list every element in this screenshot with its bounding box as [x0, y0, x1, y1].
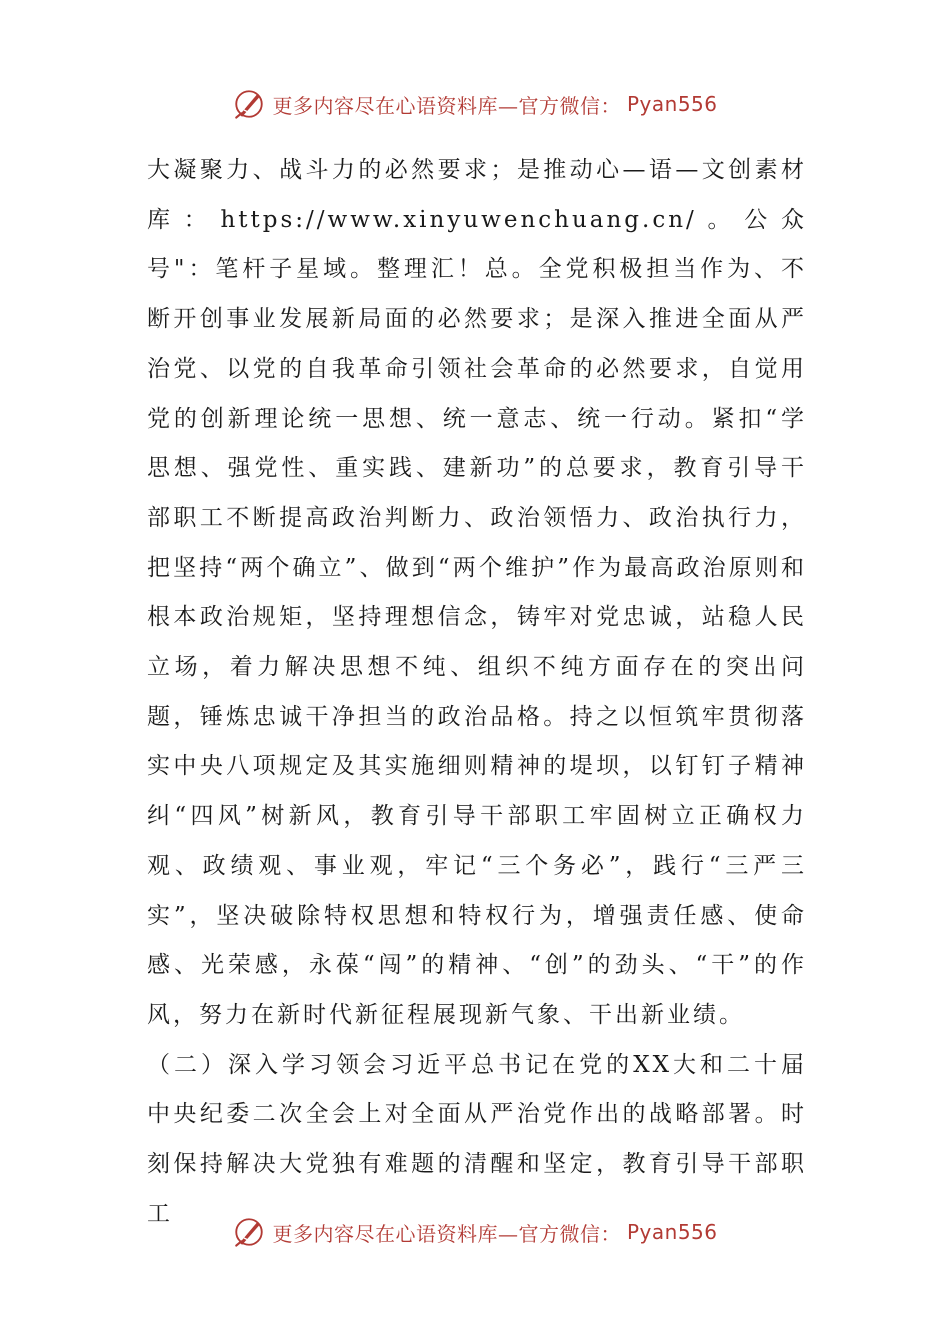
quill-pen-logo-icon: [232, 1215, 266, 1249]
footer-banner: [0, 1210, 950, 1254]
body-paragraph-section-heading: （二）深入学习领会习近平总书记在党的XX大和二十届中央纪委二次全会上对全面从严治党作出的战略部署。时刻保持解决大党独有难题的清醒和坚定，教育引导干部职工: [147, 1051, 807, 1227]
banner-wechat-id: Pyan556: [626, 92, 718, 116]
header-banner: [0, 82, 950, 126]
banner-brand-text: 更多内容尽在心语资料库—官方微信：: [272, 93, 621, 118]
banner-brand-text: 更多内容尽在心语资料库—官方微信：: [272, 1221, 621, 1246]
document-body: [147, 146, 807, 1239]
body-paragraph: 大凝聚力、战斗力的必然要求；是推动心—语—文创素材库：https://www.xinyuwenchuang.cn/。公众号"：笔杆子星域。整理汇！总。全党积极担当作为、不断开创事业发展新局面的必然要求；是深入推进全面从严治党、以党的自我革命引领社会革命的必然要求，自觉用党的创新理论统一思想、统一意志、统一行动。紧扣“学思想、强党性、重实践、建新功”的总要求，教育引导干部职工不断提高政治判断力、政治领悟力、政治执行力，把坚持“两个确立”、做到“两个维护”作为最高政治原则和根本政治规矩，坚持理想信念，铸牢对党忠诚，站稳人民立场，着力解决思想不纯、组织不纯方面存在的突出问题，锤炼忠诚干净担当的政治品格。持之以恒筑牢贯彻落实中央八项规定及其实施细则精神的堤坝，以钉钉子精神纠“四风”树新风，教育引导干部职工牢固树立正确权力观、政绩观、事业观，牢记“三个务必”，践行“三严三实”，坚决破除特权思想和特权行为，增强责任感、使命感、光荣感，永葆“闯”的精神、“创”的劲头、“干”的作风，努力在新时代新征程展现新气象、干出新业绩。: [147, 157, 807, 1028]
quill-pen-logo-icon: [232, 87, 266, 121]
banner-wechat-id: Pyan556: [626, 1220, 718, 1244]
